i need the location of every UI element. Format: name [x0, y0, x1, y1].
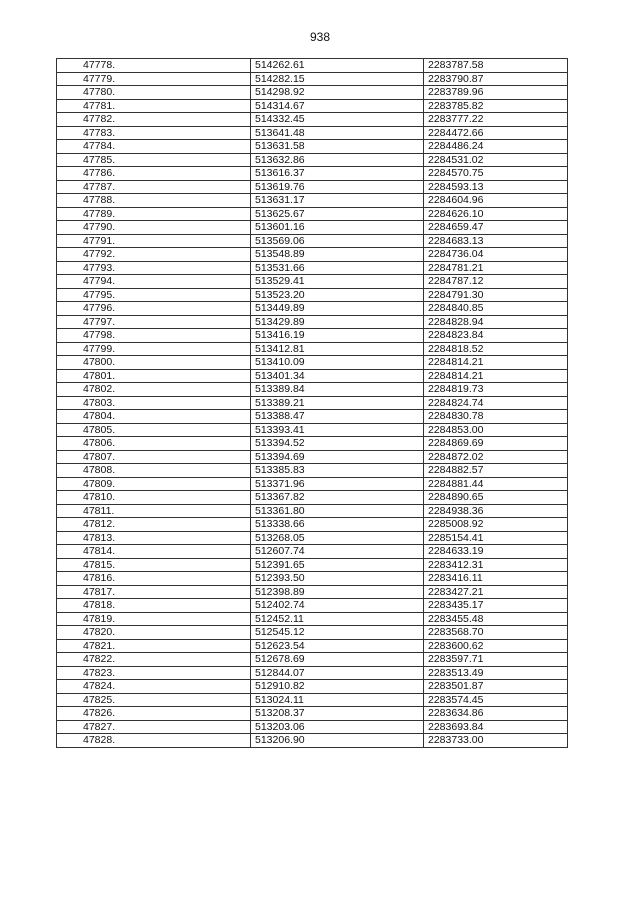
x-coordinate-cell: 513631.58: [251, 140, 424, 154]
point-number-cell: 47790.: [57, 221, 251, 235]
x-coordinate-cell: 512910.82: [251, 680, 424, 694]
table-row: [57, 612, 568, 626]
table-row: [57, 423, 568, 437]
point-number-cell: 47785.: [57, 153, 251, 167]
point-number-cell: 47826.: [57, 707, 251, 721]
table-row: [57, 680, 568, 694]
table-row: [57, 288, 568, 302]
y-coordinate-cell: 2284593.13: [424, 180, 568, 194]
table-row: [57, 221, 568, 235]
table-row: [57, 545, 568, 559]
y-coordinate-cell: 2283777.22: [424, 113, 568, 127]
table-row: [57, 491, 568, 505]
table-row: [57, 437, 568, 451]
x-coordinate-cell: 513268.05: [251, 531, 424, 545]
point-number-cell: 47788.: [57, 194, 251, 208]
y-coordinate-cell: 2284626.10: [424, 207, 568, 221]
point-number-cell: 47802.: [57, 383, 251, 397]
x-coordinate-cell: 514332.45: [251, 113, 424, 127]
table-row: [57, 113, 568, 127]
table-row: [57, 477, 568, 491]
table-row: [57, 369, 568, 383]
table-row: [57, 315, 568, 329]
point-number-cell: 47805.: [57, 423, 251, 437]
x-coordinate-cell: 513416.19: [251, 329, 424, 343]
point-number-cell: 47821.: [57, 639, 251, 653]
x-coordinate-cell: 513429.89: [251, 315, 424, 329]
x-coordinate-cell: 513641.48: [251, 126, 424, 140]
point-number-cell: 47825.: [57, 693, 251, 707]
x-coordinate-cell: 513449.89: [251, 302, 424, 316]
y-coordinate-cell: 2284869.69: [424, 437, 568, 451]
y-coordinate-cell: 2284830.78: [424, 410, 568, 424]
y-coordinate-cell: 2283634.86: [424, 707, 568, 721]
table-row: [57, 464, 568, 478]
point-number-cell: 47797.: [57, 315, 251, 329]
point-number-cell: 47804.: [57, 410, 251, 424]
table-row: [57, 302, 568, 316]
point-number-cell: 47783.: [57, 126, 251, 140]
table-row: [57, 504, 568, 518]
table-row: [57, 666, 568, 680]
point-number-cell: 47815.: [57, 558, 251, 572]
point-number-cell: 47816.: [57, 572, 251, 586]
table-row: [57, 342, 568, 356]
table-row: [57, 707, 568, 721]
y-coordinate-cell: 2284814.21: [424, 369, 568, 383]
y-coordinate-cell: 2283455.48: [424, 612, 568, 626]
x-coordinate-cell: 513367.82: [251, 491, 424, 505]
point-number-cell: 47822.: [57, 653, 251, 667]
table-row: [57, 396, 568, 410]
x-coordinate-cell: 513548.89: [251, 248, 424, 262]
table-row: [57, 194, 568, 208]
table-row: [57, 234, 568, 248]
y-coordinate-cell: 2284881.44: [424, 477, 568, 491]
table-row: [57, 639, 568, 653]
x-coordinate-cell: 513401.34: [251, 369, 424, 383]
y-coordinate-cell: 2284781.21: [424, 261, 568, 275]
table-row: [57, 86, 568, 100]
x-coordinate-cell: 512678.69: [251, 653, 424, 667]
point-number-cell: 47793.: [57, 261, 251, 275]
y-coordinate-cell: 2283693.84: [424, 720, 568, 734]
y-coordinate-cell: 2284853.00: [424, 423, 568, 437]
x-coordinate-cell: 513529.41: [251, 275, 424, 289]
y-coordinate-cell: 2284840.85: [424, 302, 568, 316]
y-coordinate-cell: 2284791.30: [424, 288, 568, 302]
x-coordinate-cell: 512452.11: [251, 612, 424, 626]
point-number-cell: 47819.: [57, 612, 251, 626]
x-coordinate-cell: 513523.20: [251, 288, 424, 302]
x-coordinate-cell: 513024.11: [251, 693, 424, 707]
x-coordinate-cell: 514298.92: [251, 86, 424, 100]
point-number-cell: 47784.: [57, 140, 251, 154]
table-row: [57, 72, 568, 86]
y-coordinate-cell: 2284882.57: [424, 464, 568, 478]
point-number-cell: 47814.: [57, 545, 251, 559]
y-coordinate-cell: 2284659.47: [424, 221, 568, 235]
x-coordinate-cell: 513412.81: [251, 342, 424, 356]
table-row: [57, 653, 568, 667]
x-coordinate-cell: 513206.90: [251, 734, 424, 748]
x-coordinate-cell: 514282.15: [251, 72, 424, 86]
y-coordinate-cell: 2283790.87: [424, 72, 568, 86]
y-coordinate-cell: 2284472.66: [424, 126, 568, 140]
table-row: [57, 329, 568, 343]
point-number-cell: 47799.: [57, 342, 251, 356]
y-coordinate-cell: 2285154.41: [424, 531, 568, 545]
y-coordinate-cell: 2284486.24: [424, 140, 568, 154]
x-coordinate-cell: 513389.84: [251, 383, 424, 397]
table-row: [57, 720, 568, 734]
point-number-cell: 47809.: [57, 477, 251, 491]
table-row: [57, 734, 568, 748]
table-row: [57, 383, 568, 397]
point-number-cell: 47795.: [57, 288, 251, 302]
point-number-cell: 47798.: [57, 329, 251, 343]
x-coordinate-cell: 513393.41: [251, 423, 424, 437]
x-coordinate-cell: 513631.17: [251, 194, 424, 208]
x-coordinate-cell: 512545.12: [251, 626, 424, 640]
x-coordinate-cell: 512393.50: [251, 572, 424, 586]
point-number-cell: 47820.: [57, 626, 251, 640]
point-number-cell: 47806.: [57, 437, 251, 451]
y-coordinate-cell: 2283568.70: [424, 626, 568, 640]
table-row: [57, 599, 568, 613]
x-coordinate-cell: 512398.89: [251, 585, 424, 599]
table-row: [57, 140, 568, 154]
y-coordinate-cell: 2284872.02: [424, 450, 568, 464]
point-number-cell: 47828.: [57, 734, 251, 748]
y-coordinate-cell: 2284819.73: [424, 383, 568, 397]
x-coordinate-cell: 513625.67: [251, 207, 424, 221]
y-coordinate-cell: 2283435.17: [424, 599, 568, 613]
y-coordinate-cell: 2283787.58: [424, 59, 568, 73]
y-coordinate-cell: 2284938.36: [424, 504, 568, 518]
table-row: [57, 572, 568, 586]
point-number-cell: 47810.: [57, 491, 251, 505]
x-coordinate-cell: 514262.61: [251, 59, 424, 73]
table-row: [57, 126, 568, 140]
x-coordinate-cell: 512402.74: [251, 599, 424, 613]
table-row: [57, 693, 568, 707]
y-coordinate-cell: 2283513.49: [424, 666, 568, 680]
page-number: 938: [309, 30, 331, 44]
point-number-cell: 47781.: [57, 99, 251, 113]
point-number-cell: 47827.: [57, 720, 251, 734]
x-coordinate-cell: 514314.67: [251, 99, 424, 113]
point-number-cell: 47811.: [57, 504, 251, 518]
y-coordinate-cell: 2283427.21: [424, 585, 568, 599]
coordinates-table-body: [57, 59, 568, 748]
x-coordinate-cell: 513569.06: [251, 234, 424, 248]
point-number-cell: 47791.: [57, 234, 251, 248]
y-coordinate-cell: 2284604.96: [424, 194, 568, 208]
x-coordinate-cell: 513385.83: [251, 464, 424, 478]
point-number-cell: 47778.: [57, 59, 251, 73]
x-coordinate-cell: 513338.66: [251, 518, 424, 532]
y-coordinate-cell: 2283501.87: [424, 680, 568, 694]
y-coordinate-cell: 2284828.94: [424, 315, 568, 329]
point-number-cell: 47812.: [57, 518, 251, 532]
point-number-cell: 47800.: [57, 356, 251, 370]
table-row: [57, 153, 568, 167]
y-coordinate-cell: 2284824.74: [424, 396, 568, 410]
y-coordinate-cell: 2283789.96: [424, 86, 568, 100]
point-number-cell: 47792.: [57, 248, 251, 262]
table-row: [57, 261, 568, 275]
point-number-cell: 47807.: [57, 450, 251, 464]
x-coordinate-cell: 513394.52: [251, 437, 424, 451]
y-coordinate-cell: 2284736.04: [424, 248, 568, 262]
y-coordinate-cell: 2284823.84: [424, 329, 568, 343]
x-coordinate-cell: 513361.80: [251, 504, 424, 518]
table-row: [57, 275, 568, 289]
coordinates-table: [56, 58, 568, 748]
y-coordinate-cell: 2283416.11: [424, 572, 568, 586]
x-coordinate-cell: 512607.74: [251, 545, 424, 559]
point-number-cell: 47801.: [57, 369, 251, 383]
table-row: [57, 531, 568, 545]
x-coordinate-cell: 513203.06: [251, 720, 424, 734]
table-row: [57, 626, 568, 640]
point-number-cell: 47786.: [57, 167, 251, 181]
y-coordinate-cell: 2284570.75: [424, 167, 568, 181]
point-number-cell: 47817.: [57, 585, 251, 599]
x-coordinate-cell: 513388.47: [251, 410, 424, 424]
table-row: [57, 518, 568, 532]
point-number-cell: 47789.: [57, 207, 251, 221]
y-coordinate-cell: 2284531.02: [424, 153, 568, 167]
x-coordinate-cell: 512844.07: [251, 666, 424, 680]
y-coordinate-cell: 2283733.00: [424, 734, 568, 748]
x-coordinate-cell: 513601.16: [251, 221, 424, 235]
point-number-cell: 47808.: [57, 464, 251, 478]
y-coordinate-cell: 2283785.82: [424, 99, 568, 113]
point-number-cell: 47780.: [57, 86, 251, 100]
point-number-cell: 47823.: [57, 666, 251, 680]
x-coordinate-cell: 513616.37: [251, 167, 424, 181]
point-number-cell: 47787.: [57, 180, 251, 194]
point-number-cell: 47803.: [57, 396, 251, 410]
point-number-cell: 47779.: [57, 72, 251, 86]
table-row: [57, 450, 568, 464]
x-coordinate-cell: 513632.86: [251, 153, 424, 167]
point-number-cell: 47824.: [57, 680, 251, 694]
y-coordinate-cell: 2284890.65: [424, 491, 568, 505]
y-coordinate-cell: 2283600.62: [424, 639, 568, 653]
x-coordinate-cell: 513410.09: [251, 356, 424, 370]
table-row: [57, 99, 568, 113]
table-row: [57, 167, 568, 181]
y-coordinate-cell: 2284818.52: [424, 342, 568, 356]
y-coordinate-cell: 2283412.31: [424, 558, 568, 572]
x-coordinate-cell: 513531.66: [251, 261, 424, 275]
y-coordinate-cell: 2285008.92: [424, 518, 568, 532]
point-number-cell: 47794.: [57, 275, 251, 289]
table-row: [57, 558, 568, 572]
table-row: [57, 410, 568, 424]
y-coordinate-cell: 2284683.13: [424, 234, 568, 248]
point-number-cell: 47818.: [57, 599, 251, 613]
y-coordinate-cell: 2283597.71: [424, 653, 568, 667]
y-coordinate-cell: 2284633.19: [424, 545, 568, 559]
point-number-cell: 47796.: [57, 302, 251, 316]
y-coordinate-cell: 2284787.12: [424, 275, 568, 289]
point-number-cell: 47782.: [57, 113, 251, 127]
table-row: [57, 248, 568, 262]
x-coordinate-cell: 513394.69: [251, 450, 424, 464]
table-row: [57, 585, 568, 599]
x-coordinate-cell: 512623.54: [251, 639, 424, 653]
table-row: [57, 356, 568, 370]
x-coordinate-cell: 512391.65: [251, 558, 424, 572]
x-coordinate-cell: 513389.21: [251, 396, 424, 410]
table-row: [57, 207, 568, 221]
y-coordinate-cell: 2283574.45: [424, 693, 568, 707]
x-coordinate-cell: 513619.76: [251, 180, 424, 194]
x-coordinate-cell: 513208.37: [251, 707, 424, 721]
table-row: [57, 180, 568, 194]
y-coordinate-cell: 2284814.21: [424, 356, 568, 370]
point-number-cell: 47813.: [57, 531, 251, 545]
x-coordinate-cell: 513371.96: [251, 477, 424, 491]
table-row: [57, 59, 568, 73]
